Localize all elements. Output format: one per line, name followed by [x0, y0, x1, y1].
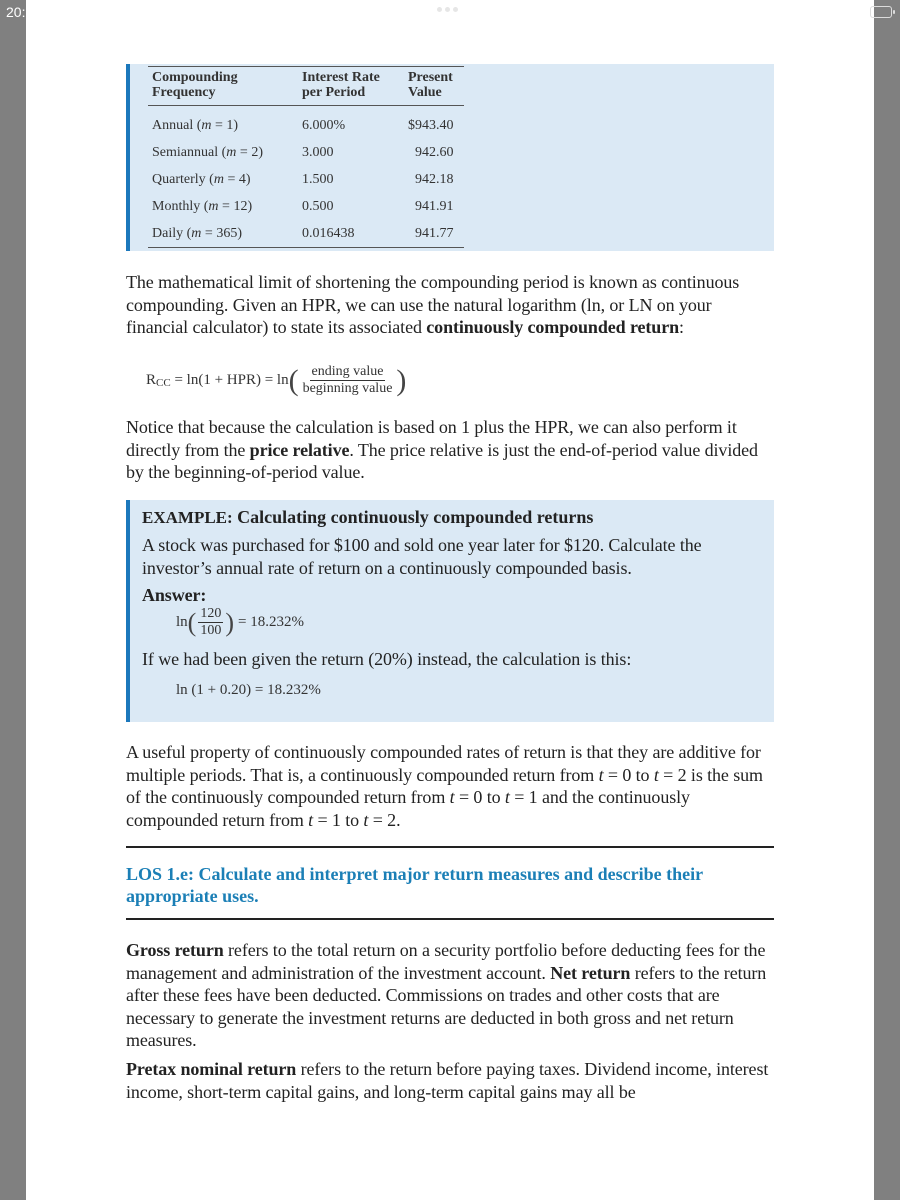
formula-rcc: R $_{CC}$ = ln(1 + HPR) = ln ( $\frac{\text{ending value}}{\text{beginning value}}$ )	[146, 363, 407, 397]
battery-icon	[870, 6, 892, 18]
table-row	[148, 139, 464, 166]
term-pretax-nominal-return: Pretax nominal return	[126, 1059, 297, 1079]
cell-present-value: 942.18	[415, 171, 454, 187]
cell-present-value: 941.91	[415, 198, 454, 214]
answer-formula: ln ( $\frac{120}{100}$ ) = 18.232%	[176, 606, 304, 638]
example-box	[126, 500, 774, 722]
cell-frequency: Quarterly (m = 4)	[152, 171, 251, 187]
cell-rate: 3.000	[302, 144, 334, 160]
cell-present-value: 941.77	[404, 220, 464, 248]
cell-rate: 0.016438	[298, 220, 404, 248]
table-row	[148, 193, 464, 220]
answer-label: Answer:	[142, 585, 207, 605]
cell-frequency: Monthly (m = 12)	[152, 198, 253, 214]
term-continuously-compounded-return: continuously compounded return	[426, 317, 679, 337]
column-header-rate: Interest Rate per Period	[298, 67, 404, 106]
more-dots-icon[interactable]	[437, 7, 458, 12]
example-title: EXAMPLE: Calculating continuously compounded returns	[142, 507, 594, 527]
cell-frequency: Annual (m = 1)	[152, 117, 239, 133]
table-header-row	[148, 67, 464, 106]
cell-rate: 1.500	[302, 171, 334, 187]
divider-bottom	[126, 918, 774, 920]
example-followup: If we had been given the return (20%) instead, the calculation is this:	[142, 649, 632, 669]
status-time: 20:	[6, 4, 26, 20]
present-value-table	[148, 66, 464, 248]
cell-present-value: $943.40	[408, 117, 454, 133]
paragraph-gross-net-return: Gross return refers to the total return on a security portfolio before deducting fees for the management and administration of the investment account. Net return refers to the return after these fees have been deducted. Commissions on trades and other costs that are necessary to generate the investment returns are deducted in both gross and net return measures.	[126, 940, 767, 1050]
paragraph-continuous-compounding: The mathematical limit of shortening the compounding period is known as continuous compounding. Given an HPR, we can use the natural logarithm (ln, or LN on your financial calculator) to state its associated continuously compounded return:	[126, 272, 740, 337]
term-gross-return: Gross return	[126, 940, 224, 960]
cell-present-value: 942.60	[415, 144, 454, 160]
term-net-return: Net return	[550, 962, 631, 983]
paragraph-additive-property: A useful property of continuously compounded rates of return is that they are additive for multiple periods. That is, a continuously compounded return from t = 0 to t = 2 is the sum of the continuously compounded return from t = 0 to t = 1 and the continuously compounded return from t = 1 to t = 2.	[126, 742, 763, 830]
document-page	[26, 0, 874, 1200]
paragraph-pretax-nominal-return: Pretax nominal return refers to the return before paying taxes. Dividend income, interest income, short-term capital gains, and long-term capital gains may all be	[126, 1059, 769, 1102]
cell-rate: 0.500	[302, 198, 334, 214]
table-row	[148, 220, 464, 248]
table-row	[148, 106, 464, 140]
cell-frequency: Daily (m = 365)	[148, 220, 298, 248]
cell-rate: 6.000%	[302, 117, 346, 133]
paragraph-price-relative: Notice that because the calculation is based on 1 plus the HPR, we can also perform it directly from the price relative. The price relative is just the end-of-period value divided by the beginning-of-period value.	[126, 417, 758, 482]
term-price-relative: price relative	[249, 439, 350, 460]
los-heading: LOS 1.e: Calculate and interpret major return measures and describe their appropriate uses.	[126, 864, 703, 906]
present-value-table-box	[126, 64, 774, 251]
cell-frequency: Semiannual (m = 2)	[152, 144, 263, 160]
followup-formula: ln (1 + 0.20) = 18.232%	[176, 682, 321, 698]
divider-top	[126, 846, 774, 848]
table-row	[148, 166, 464, 193]
column-header-frequency: Compounding Frequency	[148, 67, 298, 106]
example-question: A stock was purchased for $100 and sold one year later for $120. Calculate the investor’s annual rate of return on a continuously compounded basis.	[142, 535, 702, 578]
column-header-pv: Present Value	[404, 67, 464, 106]
